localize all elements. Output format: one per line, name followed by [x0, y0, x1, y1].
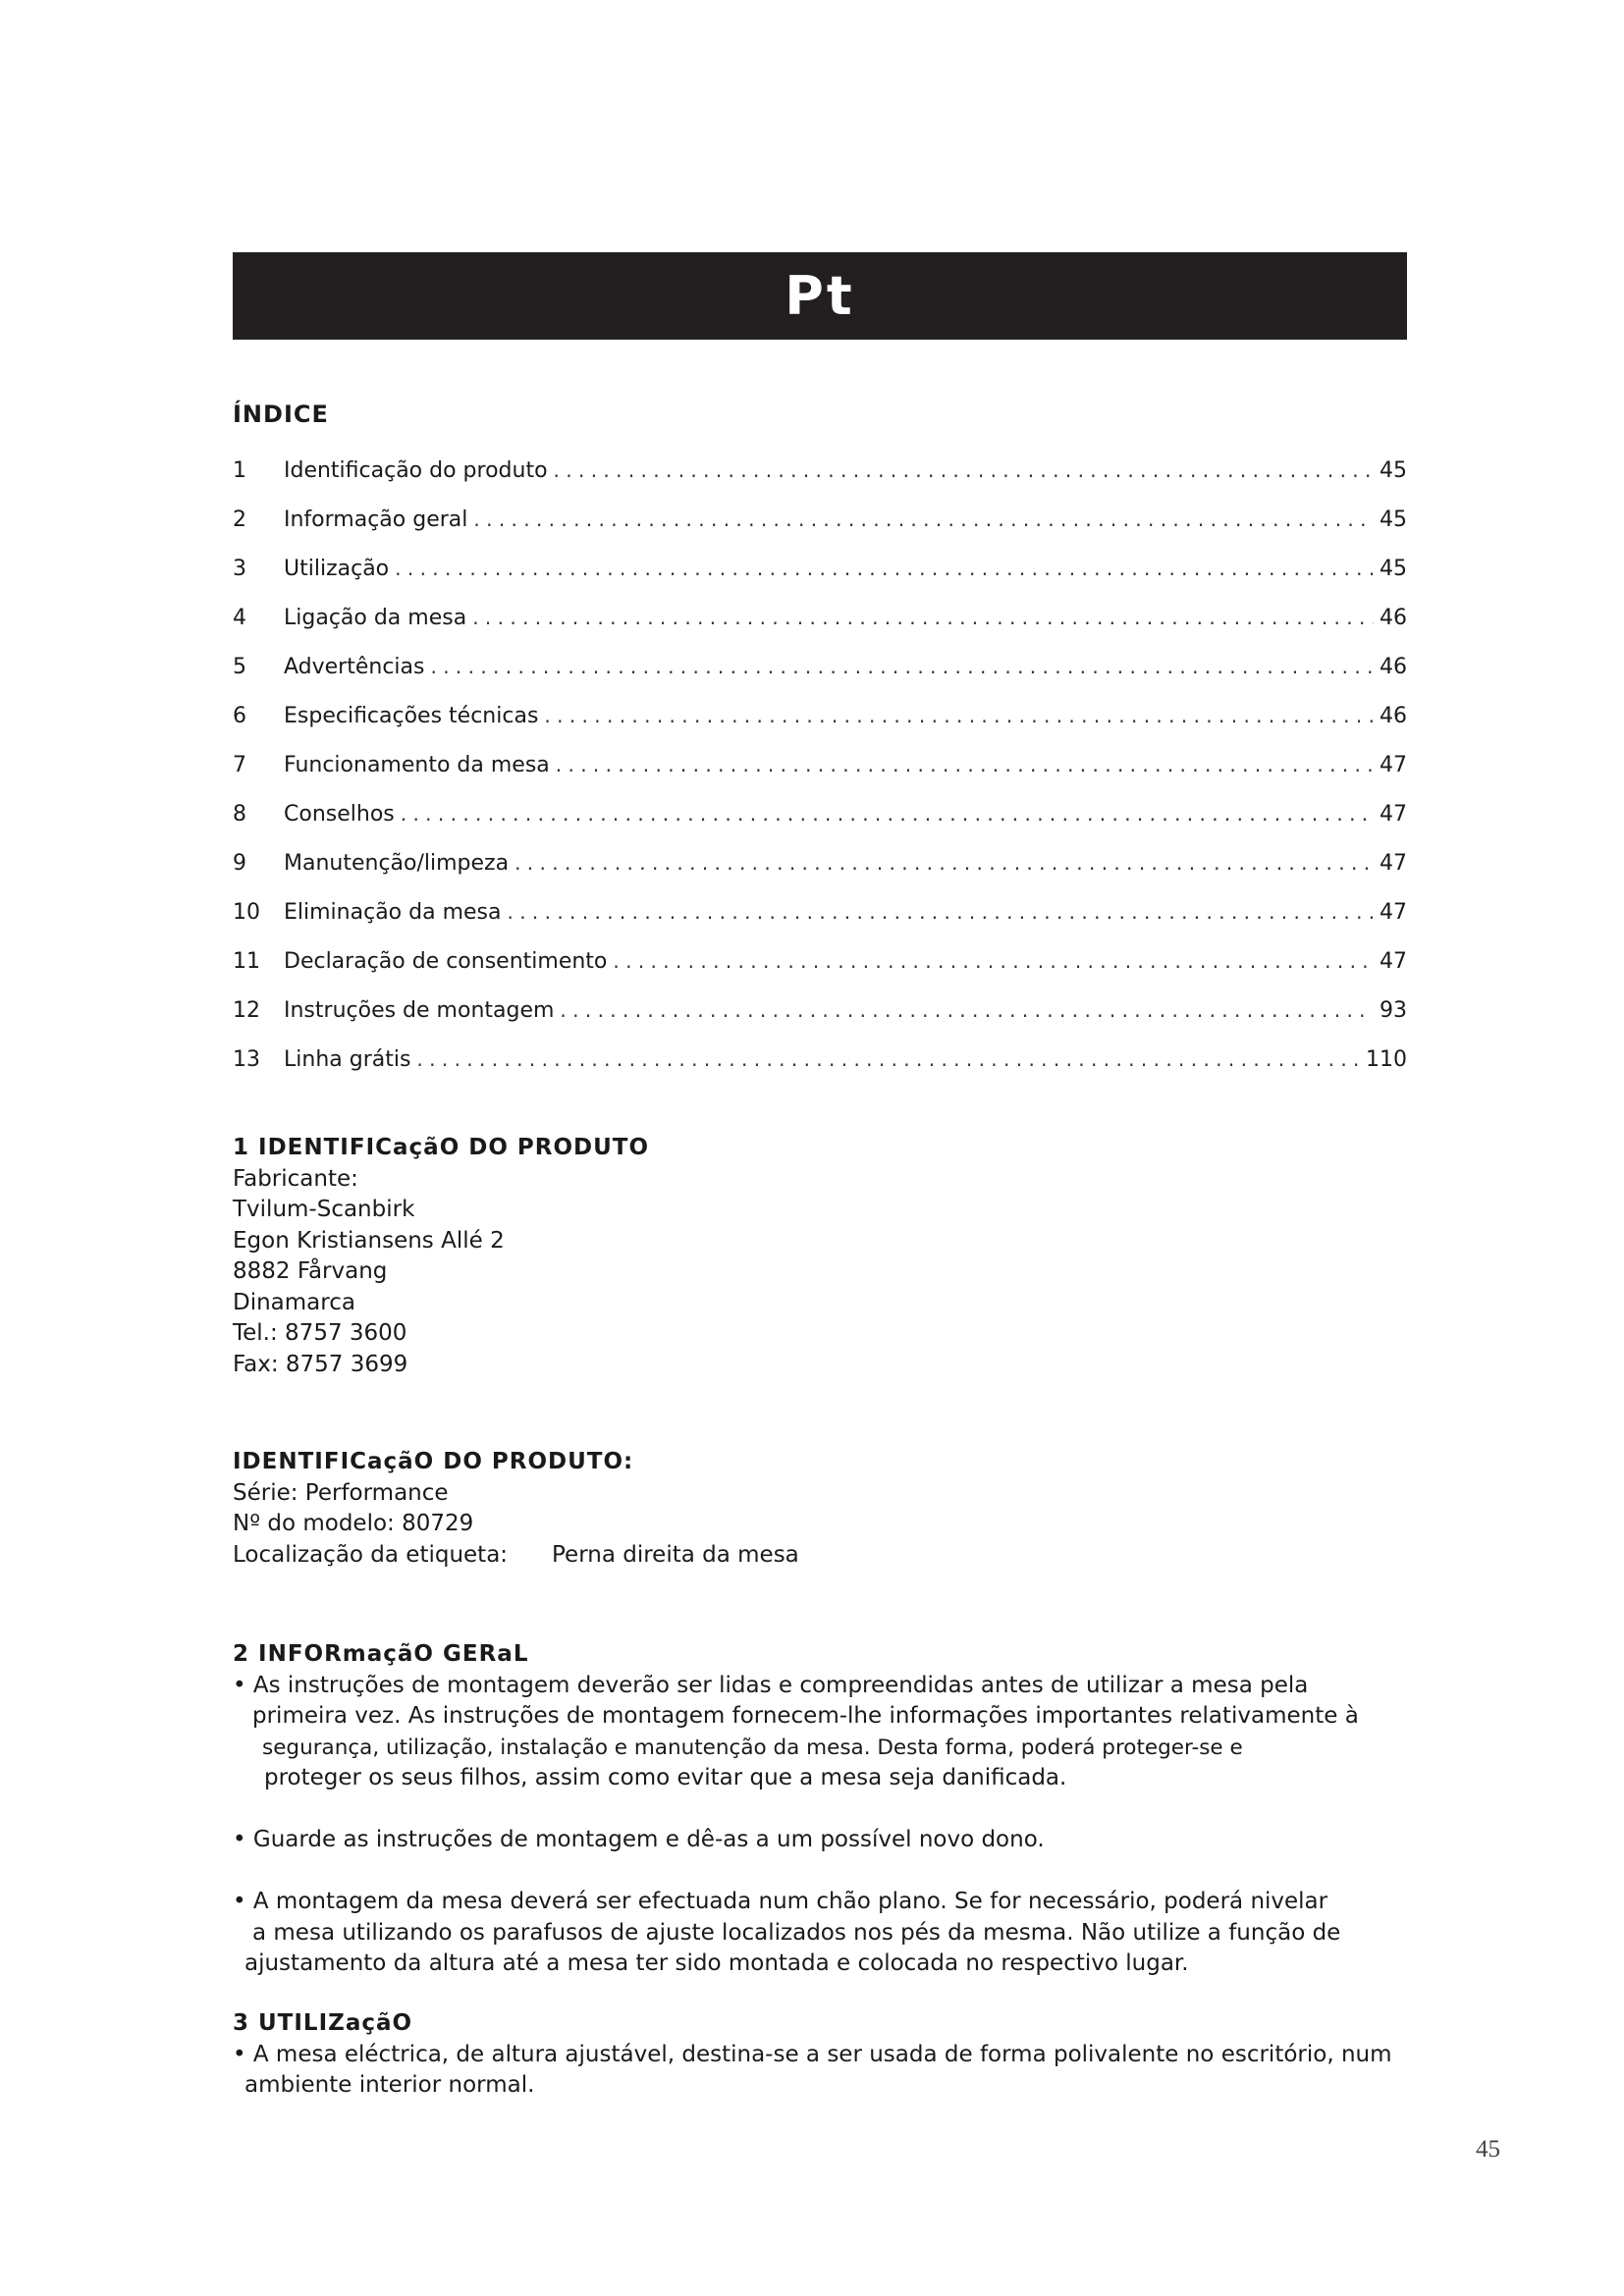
toc-entry-number: 7	[233, 753, 246, 777]
toc-entry	[233, 887, 1407, 936]
toc-entry	[233, 789, 1407, 838]
section-general-information	[233, 1639, 1411, 1980]
toc-entry-page: 46	[1380, 655, 1407, 679]
toc-entry-page: 46	[1380, 704, 1407, 728]
general-info-bullet-1-line-2: primeira vez. As instruções de montagem fornecem-lhe informações importantes relativamente à	[252, 1703, 1359, 1729]
toc-entry-title: Linha grátis	[284, 1047, 411, 1072]
general-info-bullet-3-line-1: • A montagem da mesa deverá ser efectuada num chão plano. Se for necessário, poderá nivelar	[233, 1889, 1328, 1914]
product-series: Série: Performance	[233, 1479, 449, 1506]
toc-entry-number: 4	[233, 606, 246, 630]
manufacturer-phone: Tel.: 8757 3600	[233, 1320, 407, 1346]
toc-heading: ÍNDICE	[233, 400, 329, 428]
toc-entry-page: 45	[1380, 507, 1407, 532]
toc-entry	[233, 642, 1407, 691]
toc-entry-page: 46	[1380, 606, 1407, 630]
section-product-identification	[233, 1133, 1411, 1380]
toc-entry	[233, 740, 1407, 789]
manufacturer-street: Egon Kristiansens Allé 2	[233, 1227, 505, 1254]
toc-entry-number: 5	[233, 655, 246, 679]
toc-dot-leader	[544, 691, 1374, 740]
toc-entry-page: 47	[1380, 900, 1407, 925]
manufacturer-name: Tvilum-Scanbirk	[233, 1197, 415, 1222]
toc-entry-page: 47	[1380, 851, 1407, 876]
toc-entry	[233, 986, 1407, 1035]
toc-entry-page: 110	[1366, 1047, 1407, 1072]
toc-entry-number: 10	[233, 900, 260, 925]
toc-entry-title: Eliminação da mesa	[284, 900, 502, 925]
page-number: 45	[1476, 2136, 1500, 2163]
toc-entry-number: 13	[233, 1047, 260, 1072]
toc-entry	[233, 1035, 1407, 1084]
toc-entry-title: Conselhos	[284, 802, 395, 827]
toc-entry	[233, 495, 1407, 544]
label-location-value: Perna direita da mesa	[552, 1541, 799, 1568]
toc-entry-title: Advertências	[284, 655, 425, 679]
toc-dot-leader	[416, 1035, 1360, 1084]
toc-entry-number: 2	[233, 507, 246, 532]
toc-dot-leader	[473, 495, 1374, 544]
general-info-bullet-3-line-3: ajustamento da altura até a mesa ter sido montada e colocada no respectivo lugar.	[244, 1950, 1189, 1976]
toc-dot-leader	[514, 838, 1374, 887]
toc-entry-number: 1	[233, 458, 246, 483]
toc-entry-number: 3	[233, 557, 246, 581]
toc-entry-title: Instruções de montagem	[284, 998, 555, 1023]
toc-entry	[233, 838, 1407, 887]
toc-entry	[233, 936, 1407, 986]
toc-dot-leader	[472, 593, 1374, 642]
toc-entry	[233, 593, 1407, 642]
general-info-bullet-2: • Guarde as instruções de montagem e dê-as a um possível novo dono.	[233, 1826, 1045, 1852]
toc-entry-number: 6	[233, 704, 246, 728]
toc-entry-page: 45	[1380, 557, 1407, 581]
general-info-bullet-1-line-3: segurança, utilização, instalação e manutenção da mesa. Desta forma, poderá proteger-se e	[262, 1735, 1243, 1760]
toc-entry-page: 47	[1380, 753, 1407, 777]
toc-entry-title: Informação geral	[284, 507, 468, 532]
toc-entry-number: 11	[233, 949, 260, 974]
toc-entry-page: 47	[1380, 949, 1407, 974]
manufacturer-city: 8882 Fårvang	[233, 1258, 388, 1284]
section-use	[233, 2008, 1411, 2102]
language-label: Pt	[785, 265, 855, 327]
manufacturer-country: Dinamarca	[233, 1289, 355, 1315]
general-info-bullet-1-line-4: proteger os seus filhos, assim como evitar que a mesa seja danificada.	[264, 1765, 1067, 1790]
use-bullet-1-line-2: ambiente interior normal.	[244, 2072, 535, 2098]
toc-dot-leader	[560, 986, 1374, 1035]
toc-entry-number: 12	[233, 998, 260, 1023]
toc-entry-number: 8	[233, 802, 246, 827]
toc-entry	[233, 446, 1407, 495]
toc-entry-page: 45	[1380, 458, 1407, 483]
toc-entry-page: 47	[1380, 802, 1407, 827]
section-1-title: 1 IDENTIFICaçãO DO PRODUTO	[233, 1135, 650, 1160]
toc-entry-title: Funcionamento da mesa	[284, 753, 550, 777]
toc-entry-title: Identificação do produto	[284, 458, 548, 483]
product-id-title: IDENTIFICaçãO DO PRODUTO:	[233, 1449, 634, 1474]
table-of-contents	[233, 446, 1407, 1084]
toc-entry-title: Manutenção/limpeza	[284, 851, 510, 876]
manufacturer-fax: Fax: 8757 3699	[233, 1351, 408, 1377]
section-3-title: 3 UTILIZaçãO	[233, 2010, 413, 2036]
toc-entry-page: 93	[1380, 998, 1407, 1023]
label-location-key: Localização da etiqueta:	[233, 1541, 509, 1568]
use-bullet-1-line-1: • A mesa eléctrica, de altura ajustável, destina-se a ser usada de forma polivalente no escritório, num	[233, 2041, 1392, 2067]
toc-dot-leader	[401, 789, 1374, 838]
toc-dot-leader	[507, 887, 1374, 936]
toc-dot-leader	[556, 740, 1374, 789]
general-info-bullet-1-line-1: • As instruções de montagem deverão ser lidas e compreendidas antes de utilizar a mesa pela	[233, 1672, 1309, 1698]
product-model-number: Nº do modelo: 80729	[233, 1511, 474, 1536]
toc-entry-title: Ligação da mesa	[284, 606, 467, 630]
toc-entry-title: Especificações técnicas	[284, 704, 539, 728]
toc-dot-leader	[613, 936, 1374, 986]
toc-entry	[233, 544, 1407, 593]
section-product-details	[233, 1447, 1411, 1571]
toc-entry	[233, 691, 1407, 740]
general-info-bullet-3-line-2: a mesa utilizando os parafusos de ajuste localizados nos pés da mesma. Não utilize a função de	[252, 1919, 1341, 1946]
section-2-title: 2 INFORmaçãO GERaL	[233, 1641, 529, 1667]
manufacturer-label: Fabricante:	[233, 1165, 358, 1192]
toc-dot-leader	[554, 446, 1374, 495]
language-header-bar	[233, 252, 1407, 340]
label-location-row	[233, 1540, 1411, 1572]
toc-entry-title: Utilização	[284, 557, 390, 581]
toc-dot-leader	[395, 544, 1374, 593]
toc-dot-leader	[430, 642, 1374, 691]
toc-entry-number: 9	[233, 851, 246, 876]
toc-entry-title: Declaração de consentimento	[284, 949, 608, 974]
